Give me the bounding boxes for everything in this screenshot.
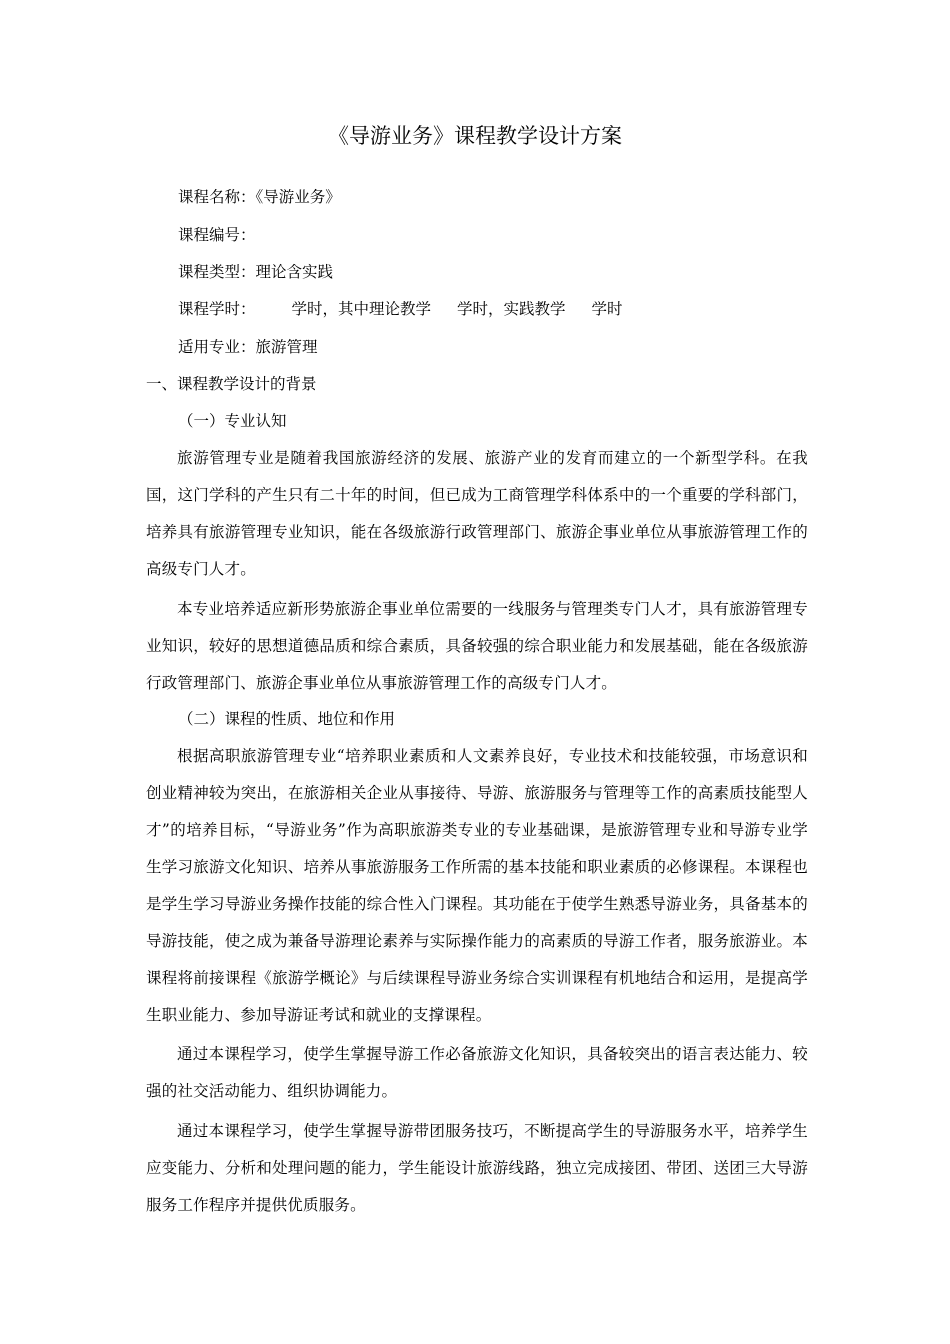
course-code-line (178, 223, 256, 247)
course-hours-label: 课程学时： (178, 300, 256, 318)
section-1-1-paragraph-2: 本专业培养适应新形势旅游企事业单位需要的一线服务与管理类专门人才，具有旅游管理专业知识，较好的思想道德品质和综合素质，具备较强的综合职业能力和发展基础，能在各级旅游行政管理部门、旅游企事业单位从事旅游管理工作的高级专门人才。 (146, 600, 808, 692)
hours-theory-unit: 学时，实践教学 (457, 300, 566, 318)
course-hours-line (178, 297, 623, 321)
section-1-1-heading: （一）专业认知 (178, 412, 287, 430)
major-label: 适用专业： (178, 338, 256, 356)
major-value: 旅游管理 (255, 338, 318, 356)
section-1-2-paragraph-3: 通过本课程学习，使学生掌握导游带团服务技巧，不断提高学生的导游服务水平，培养学生应变能力、分析和处理问题的能力，学生能设计旅游线路，独立完成接团、带团、送团三大导游服务工作程序并提供优质服务。 (146, 1122, 808, 1214)
course-type-value: 理论含实践 (255, 263, 334, 281)
course-type-line (178, 260, 333, 284)
section-1-2-paragraph-2: 通过本课程学习，使学生掌握导游工作必备旅游文化知识，具备较突出的语言表达能力、较强的社交活动能力、组织协调能力。 (146, 1045, 808, 1100)
course-name-label: 课程名称： (178, 188, 256, 206)
course-name-value: 《导游业务》 (255, 188, 341, 206)
document-title: 《导游业务》课程教学设计方案 (328, 124, 622, 148)
course-type-label: 课程类型： (178, 263, 256, 281)
section-1-1-paragraph-1: 旅游管理专业是随着我国旅游经济的发展、旅游产业的发育而建立的一个新型学科。在我国，这门学科的产生只有二十年的时间，但已成为工商管理学科体系中的一个重要的学科部门，培养具有旅游管理专业知识，能在各级旅游行政管理部门、旅游企事业单位从事旅游管理工作的高级专门人才。 (146, 449, 808, 578)
major-line (178, 335, 318, 359)
hours-practice-unit: 学时 (591, 300, 623, 318)
hours-total-unit: 学时，其中理论教学 (291, 300, 432, 318)
course-name-line (178, 185, 341, 209)
section-1-heading: 一、课程教学设计的背景 (146, 375, 317, 393)
section-1-2-heading: （二）课程的性质、地位和作用 (178, 710, 396, 728)
course-code-label: 课程编号： (178, 226, 256, 244)
section-1-2-paragraph-1: 根据高职旅游管理专业“培养职业素质和人文素养良好，专业技术和技能较强，市场意识和创业精神较为突出，在旅游相关企业从事接待、导游、旅游服务与管理等工作的高素质技能型人才”的培养目标，“导游业务”作为高职旅游类专业的专业基础课，是旅游管理专业和导游专业学生学习旅游文化知识、培养从事旅游服务工作所需的基本技能和职业素质的必修课程。本课程也是学生学习导游业务操作技能的综合性入门课程。其功能在于使学生熟悉导游业务，具备基本的导游技能，使之成为兼备导游理论素养与实际操作能力的高素质的导游工作者，服务旅游业。本课程将前接课程《旅游学概论》与后续课程导游业务综合实训课程有机地结合和运用，是提高学生职业能力、参加导游证考试和就业的支撑课程。 (146, 747, 808, 1024)
